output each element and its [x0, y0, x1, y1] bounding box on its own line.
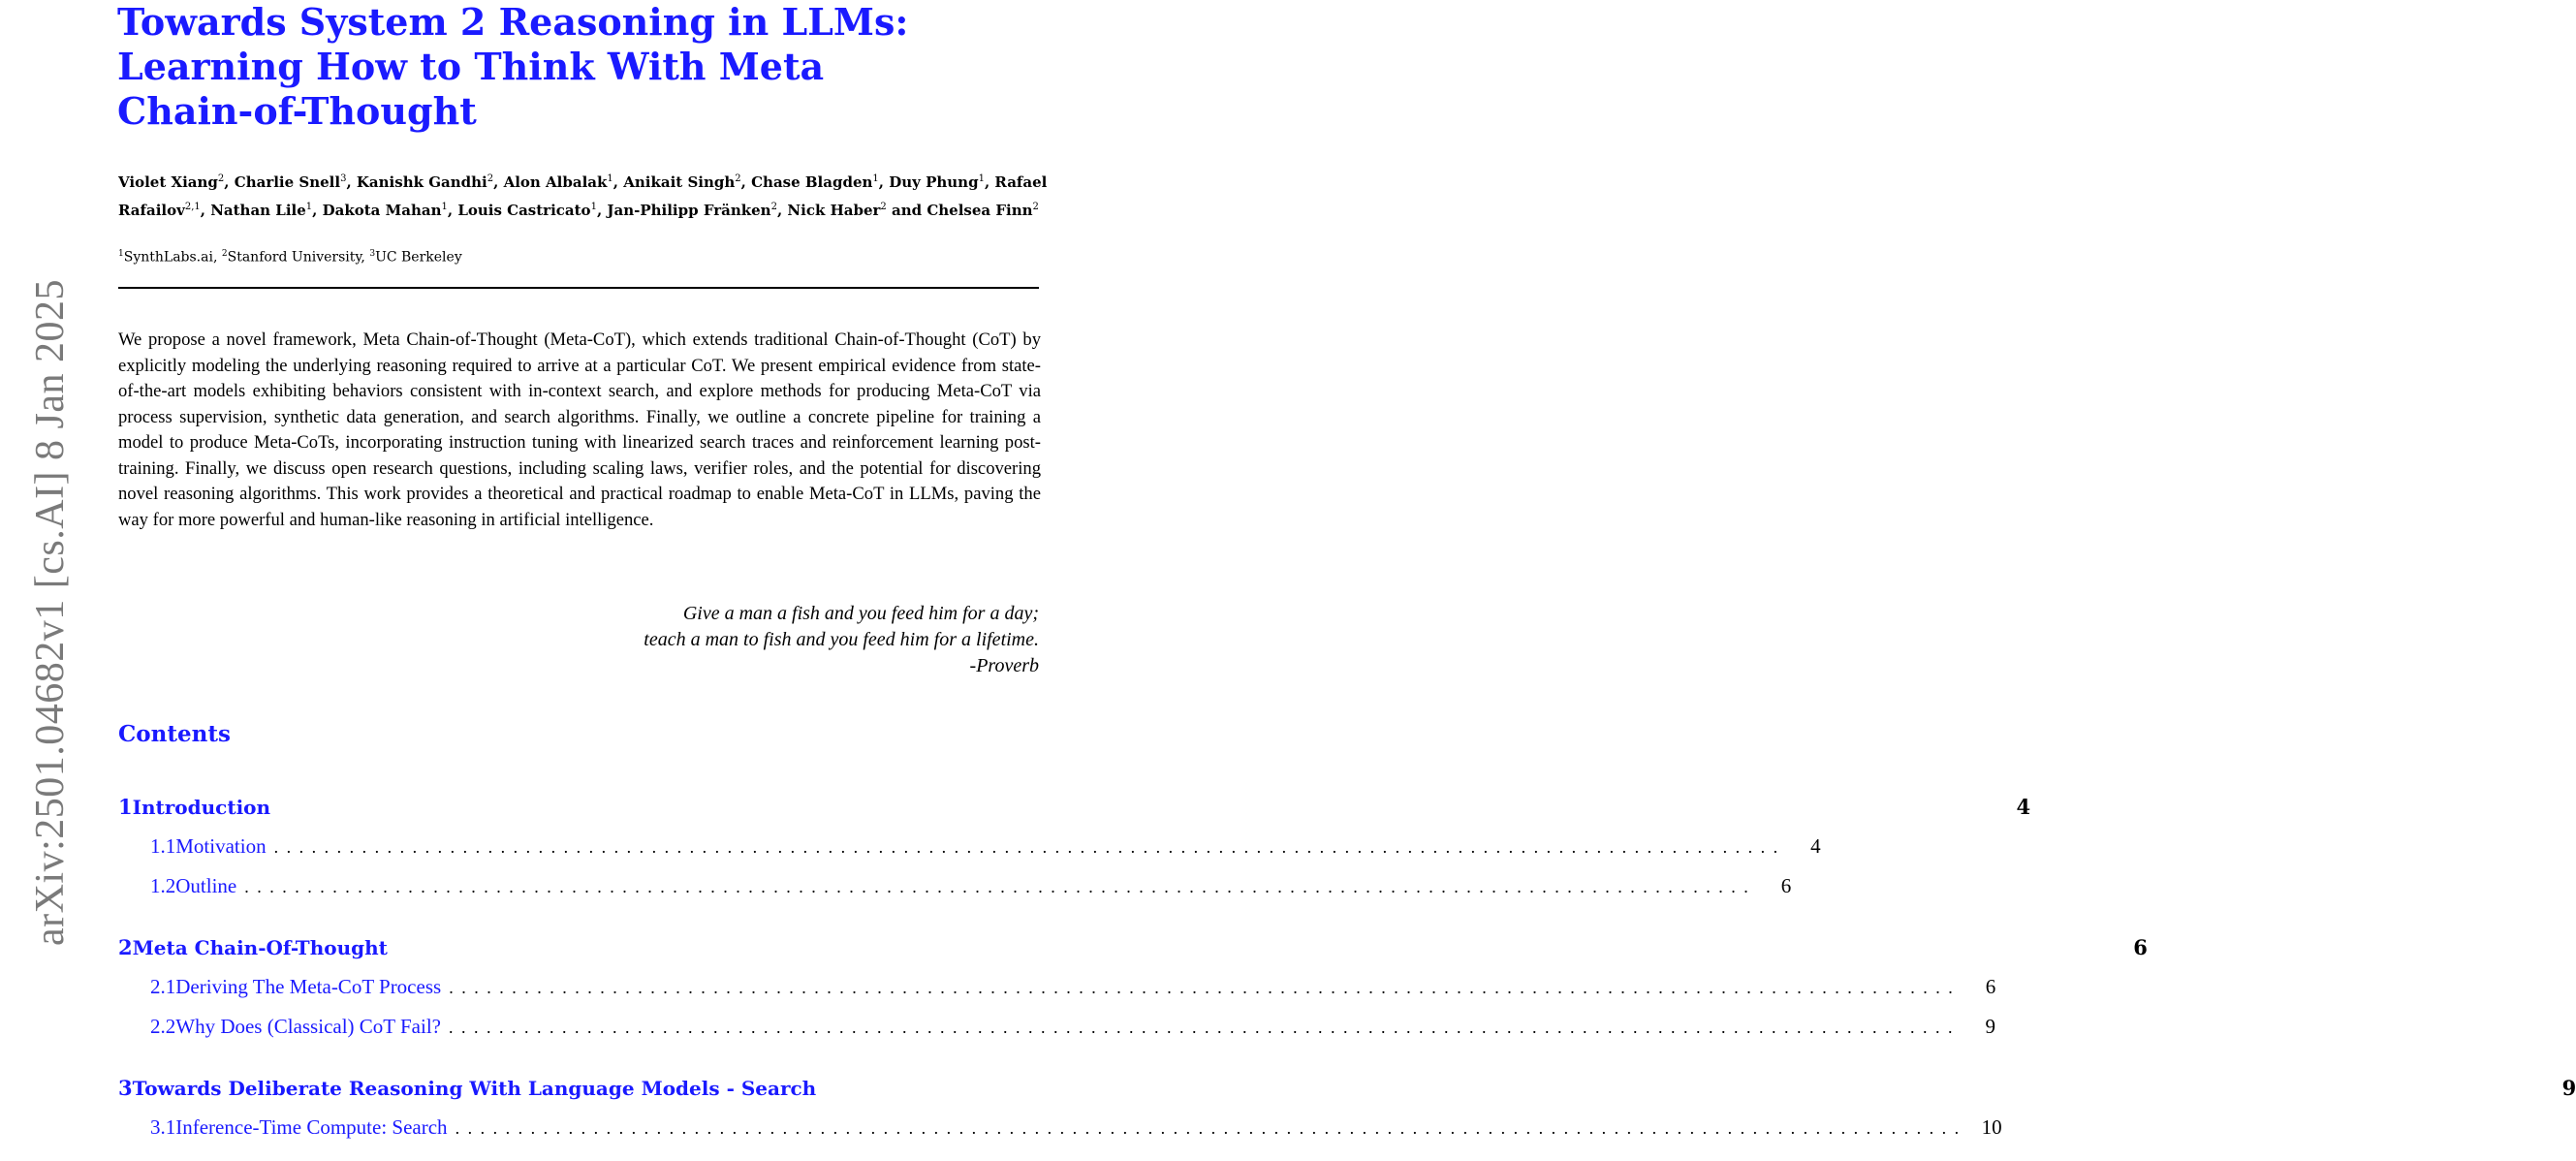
toc-section-entry[interactable] [118, 1076, 2576, 1105]
author-name: Duy Phung [889, 173, 979, 191]
toc-page-number: 6 [1780, 874, 1792, 897]
toc-entry-title[interactable]: Meta Chain-Of-Thought [132, 936, 388, 959]
author-name: Dakota Mahan [322, 202, 442, 219]
toc-leader-dots: ........................................................................................................................ [449, 978, 1962, 997]
affiliation-list: $^1$SynthLabs.ai, $^2$Stanford University, $^3$UC Berkeley [118, 249, 462, 266]
author-name: Anikait Singh [623, 173, 736, 191]
epigraph-line: teach a man to fish and you feed him for a lifetime. [644, 629, 1039, 650]
arxiv-identifier-stamp: arXiv:2501.04682v1 [cs.AI] 8 Jan 2025 [28, 278, 73, 947]
author-affiliation-mark: 3 [340, 173, 347, 184]
author-affiliation-mark: 1 [305, 202, 313, 212]
toc-entry-title[interactable]: Towards Deliberate Reasoning With Language Models - Search [132, 1077, 817, 1100]
title-line: Chain-of-Thought [117, 89, 477, 133]
author-affiliation-mark: 1 [590, 202, 597, 212]
epigraph-attribution: -Proverb [969, 655, 1039, 676]
toc-entry-title[interactable]: Inference-Time Compute: Search [175, 1115, 448, 1139]
author-name: Chelsea Finn [927, 202, 1033, 219]
toc-entry-title[interactable]: Deriving The Meta-CoT Process [175, 975, 442, 998]
toc-entry-title[interactable]: Introduction [132, 796, 271, 819]
author-name: Nathan Lile [210, 202, 306, 219]
affiliation-mark: 1 [118, 249, 124, 259]
author-name: Nick Haber [787, 202, 881, 219]
toc-section-entry[interactable] [118, 935, 2148, 964]
header-divider [118, 287, 1039, 289]
author-affiliation-mark: 2 [1032, 202, 1039, 212]
epigraph [644, 601, 1039, 679]
toc-entry-number[interactable]: 2.2 [150, 1015, 176, 1038]
author-affiliation-mark: 2 [880, 202, 887, 212]
toc-entry-number[interactable]: 2 [118, 935, 133, 959]
toc-entry-title[interactable]: Motivation [175, 834, 267, 858]
author-affiliation-mark: 1 [978, 173, 985, 184]
toc-entry-number[interactable]: 1.2 [150, 874, 176, 897]
author-affiliation-mark: 1 [607, 173, 613, 184]
contents-heading: Contents [118, 721, 231, 747]
affiliation-mark: 2 [221, 249, 228, 259]
author-affiliation-mark: 2 [770, 202, 777, 212]
affiliation-mark: 3 [369, 249, 376, 259]
abstract: We propose a novel framework, Meta Chain-of-Thought (Meta-CoT), which extends traditional Chain-of-Thought (CoT) by explicitly modeling the underlying reasoning required to arrive at a particular CoT. We present empirical evidence from state-of-the-art models exhibiting behaviors consistent with in-context search, and explore methods for producing Meta-CoT via process supervision, synthetic data generation, and search algorithms. Finally, we outline a concrete pipeline for training a model to produce Meta-CoTs, incorporating instruction tuning with linearized search traces and reinforcement learning post-training. Finally, we discuss open research questions, including scaling laws, verifier roles, and the potential for discovering novel reasoning algorithms. This work provides a theoretical and practical roadmap to enable Meta-CoT in LLMs, paving the way for more powerful and human-like reasoning in artificial intelligence. [118, 329, 1041, 530]
toc-subsection-entry[interactable] [118, 874, 1792, 903]
toc-subsection-entry[interactable] [118, 834, 1821, 863]
toc-page-number: 6 [2133, 935, 2148, 959]
toc-entry-number[interactable]: 3.1 [150, 1115, 176, 1139]
toc-entry-number[interactable]: 1 [118, 795, 133, 819]
author-name: Jan-Philipp Fränken [607, 202, 771, 219]
toc-section-entry[interactable] [118, 795, 2031, 824]
author-affiliation-mark: 1 [872, 173, 879, 184]
author-name: Alon Albalak [503, 173, 608, 191]
toc-page-number: 9 [1985, 1015, 1995, 1038]
toc-subsection-entry[interactable] [118, 1015, 1995, 1044]
paper-title [117, 0, 1048, 134]
author-name: Rafael Rafailov [118, 173, 1048, 219]
toc-page-number: 10 [1981, 1115, 2002, 1139]
author-list: Violet Xiang$^2$, Charlie Snell$^3$, Kanishk Gandhi$^2$, Alon Albalak$^1$, Anikait Singh$^2$, Chase Blagden$^1$, Duy Phung$^1$, Rafael Rafailov$^{2,1}$, Nathan Lile$^1$, Dakota Mahan$^1$, Louis Castricato$^1$, Jan-Philipp Fränken$^2$, Nick Haber$^2$ and Chelsea Finn$^2$ [118, 173, 1048, 219]
title-line: Learning How to Think With Meta [117, 45, 825, 88]
author-affiliation-mark: 2 [217, 173, 225, 184]
toc-page-number: 9 [2561, 1076, 2576, 1100]
toc-entry-title[interactable]: Outline [175, 874, 237, 897]
affiliation-name: Stanford University [227, 249, 361, 266]
epigraph-line: Give a man a fish and you feed him for a day; [682, 603, 1039, 624]
author-affiliation-mark: 2 [735, 173, 741, 184]
toc-entry-number[interactable]: 3 [118, 1076, 133, 1100]
toc-subsection-entry[interactable] [118, 975, 1996, 1004]
toc-entry-title[interactable]: Why Does (Classical) CoT Fail? [175, 1015, 441, 1038]
author-affiliation-mark: 1 [441, 202, 448, 212]
title-line: Towards System 2 Reasoning in LLMs: [117, 0, 909, 44]
toc-page-number: 6 [1985, 975, 1996, 998]
author-affiliation-mark: 2,1 [184, 202, 201, 212]
toc-leader-dots: ........................................................................................................................ [455, 1118, 1967, 1138]
toc-entry-number[interactable]: 1.1 [150, 834, 176, 858]
toc-entry-number[interactable]: 2.1 [150, 975, 176, 998]
author-name: Kanishk Gandhi [356, 173, 487, 191]
affiliation-name: UC Berkeley [375, 249, 462, 266]
toc-leader-dots: ........................................................................................................................ [244, 877, 1757, 896]
toc-subsection-entry[interactable] [118, 1115, 2002, 1145]
author-name: Charlie Snell [234, 173, 341, 191]
toc-leader-dots: ........................................................................................................................ [273, 837, 1786, 857]
toc-leader-dots: ........................................................................................................................ [448, 1018, 1961, 1037]
toc-page-number: 4 [2016, 795, 2031, 819]
affiliation-name: SynthLabs.ai [123, 249, 213, 266]
toc-page-number: 4 [1810, 834, 1821, 858]
author-name: Louis Castricato [457, 202, 591, 219]
author-name: Violet Xiang [118, 173, 218, 191]
author-affiliation-mark: 2 [487, 173, 494, 184]
author-name: Chase Blagden [751, 173, 873, 191]
